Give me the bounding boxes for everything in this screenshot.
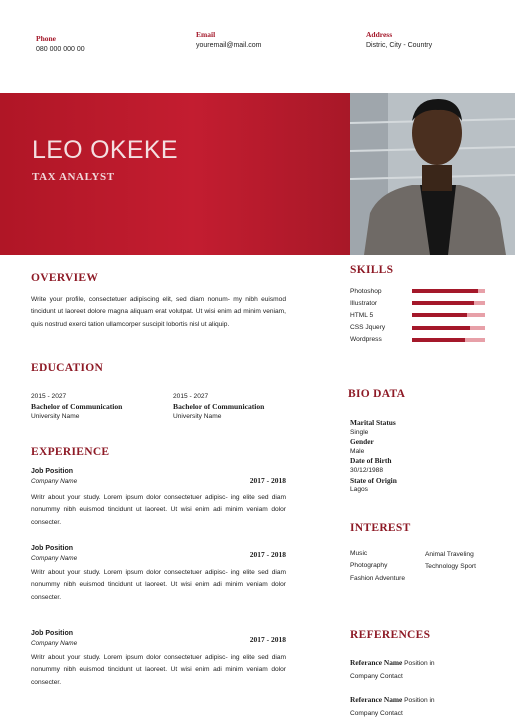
education-years: 2015 - 2027 (31, 393, 67, 400)
bio-value: Single (350, 428, 369, 436)
reference-position: Position in (402, 697, 435, 704)
address-label: Address (366, 30, 393, 39)
job-company: Company Name (31, 640, 78, 647)
experience-heading: EXPERIENCE (31, 446, 110, 458)
contact-email (196, 30, 261, 49)
bio-label: State of Origin (350, 475, 397, 485)
education-item-2 (173, 393, 264, 420)
experience-item (31, 630, 286, 689)
education-item-1 (31, 393, 122, 420)
interest-item: Fashion Adventure (350, 574, 405, 582)
skill-bar-fill (412, 313, 467, 317)
skill-bar (412, 289, 485, 293)
contact-address (366, 30, 432, 49)
skill-name: CSS Jquery (350, 324, 386, 332)
references-heading: REFERENCES (350, 629, 431, 641)
education-degree: Bachelor of Communication (173, 402, 265, 411)
bio-value: 30/12/1988 (350, 466, 384, 474)
job-position: Job Position (31, 630, 73, 637)
education-degree: Bachelor of Communication (31, 402, 123, 411)
person-name: LEO OKEKE (32, 136, 178, 164)
interest-heading: INTEREST (350, 522, 411, 534)
person-title: TAX ANALYST (32, 171, 115, 183)
skill-bar (412, 326, 485, 330)
skill-row (350, 297, 485, 309)
skill-bar (412, 313, 485, 317)
interest-item: Technology Sport (425, 563, 476, 571)
skill-name: Illustrator (350, 299, 378, 307)
bio-value: Lagos (350, 486, 368, 494)
skill-row (350, 285, 485, 297)
contact-phone (36, 34, 85, 53)
reference-name: Referance Name (350, 695, 403, 704)
skill-name: Photoshop (350, 287, 382, 295)
email-value: youremail@mail.com (196, 42, 262, 49)
interest-col-1 (350, 548, 405, 585)
reference-company: Company Contact (350, 672, 403, 680)
portrait-illustration (350, 93, 515, 255)
bio-label: Date of Birth (350, 456, 392, 466)
job-position: Job Position (31, 545, 73, 552)
skill-bar-fill (412, 301, 474, 305)
interest-item: Photography (350, 562, 388, 570)
skills-list (350, 285, 485, 346)
job-dates: 2017 - 2018 (249, 476, 286, 485)
overview-heading: OVERVIEW (31, 272, 99, 284)
reference-item (350, 694, 435, 720)
job-position: Job Position (31, 468, 73, 475)
reference-item (350, 657, 435, 683)
bio-list (350, 418, 397, 495)
skill-bar-fill (412, 326, 470, 330)
bio-label: Gender (350, 437, 374, 447)
job-company: Company Name (31, 555, 78, 562)
bio-label: Marital Status (350, 418, 396, 427)
reference-name: Referance Name (350, 658, 403, 667)
bio-value: Male (350, 447, 365, 455)
job-description: Writr about your study. Lorem ipsum dolor consectetuer adipisc- ing elite sed diam nonummy nibh euismod tincidunt ut laoreet. Ut wisi enim adi minim veniam dolor consecter. (31, 654, 286, 686)
phone-value: 080 000 000 00 (36, 46, 85, 53)
job-company: Company Name (31, 478, 78, 485)
profile-photo (350, 93, 515, 255)
skill-row (350, 309, 485, 321)
phone-label: Phone (36, 34, 57, 43)
skill-row (350, 334, 485, 346)
skill-name: Wordpress (350, 336, 382, 344)
interest-col-2 (425, 549, 476, 574)
job-dates: 2017 - 2018 (249, 635, 286, 644)
bio-heading: BIO DATA (348, 388, 406, 400)
overview-text: Write your profile, consectetuer adipiscing elit, sed diam nonum- my nibh euismod tincidunt ut laoreet dolore magna aliquam erat volutpat. Ut wisi enim ad minim veniam, quis nostrud exerci tation ullamcorper suscipit lobortis nisl ut aliquip. (31, 296, 286, 328)
skill-row (350, 322, 485, 334)
skill-bar-fill (412, 338, 465, 342)
education-school: University Name (31, 413, 80, 420)
skill-bar-fill (412, 289, 478, 293)
skill-bar (412, 301, 485, 305)
experience-item (31, 468, 286, 529)
interest-item: Animal Traveling (425, 551, 474, 558)
email-label: Email (196, 30, 216, 39)
education-years: 2015 - 2027 (173, 393, 209, 400)
job-dates: 2017 - 2018 (249, 550, 286, 559)
skills-heading: SKILLS (350, 264, 394, 276)
skill-bar (412, 338, 485, 342)
job-description: Writr about your study. Lorem ipsum dolor consectetuer adipisc- ing elite sed diam nonummy nibh euismod tincidunt ut laoreet. Ut wisi enim adi minim veniam dolor consecter. (31, 569, 286, 601)
interest-item: Music (350, 550, 368, 557)
address-value: Distric, City - Country (366, 42, 433, 49)
reference-position: Position in (402, 660, 435, 667)
experience-item (31, 545, 286, 604)
job-description: Writr about your study. Lorem ipsum dolor consectetuer adipisc- ing elite sed diam nonummy nibh euismod tincidunt ut laoreet. Ut wisi enim adi minim veniam dolor consecter. (31, 494, 286, 526)
reference-company: Company Contact (350, 709, 403, 717)
education-school: University Name (173, 413, 222, 420)
skill-name: HTML 5 (350, 311, 374, 319)
education-heading: EDUCATION (31, 362, 104, 374)
